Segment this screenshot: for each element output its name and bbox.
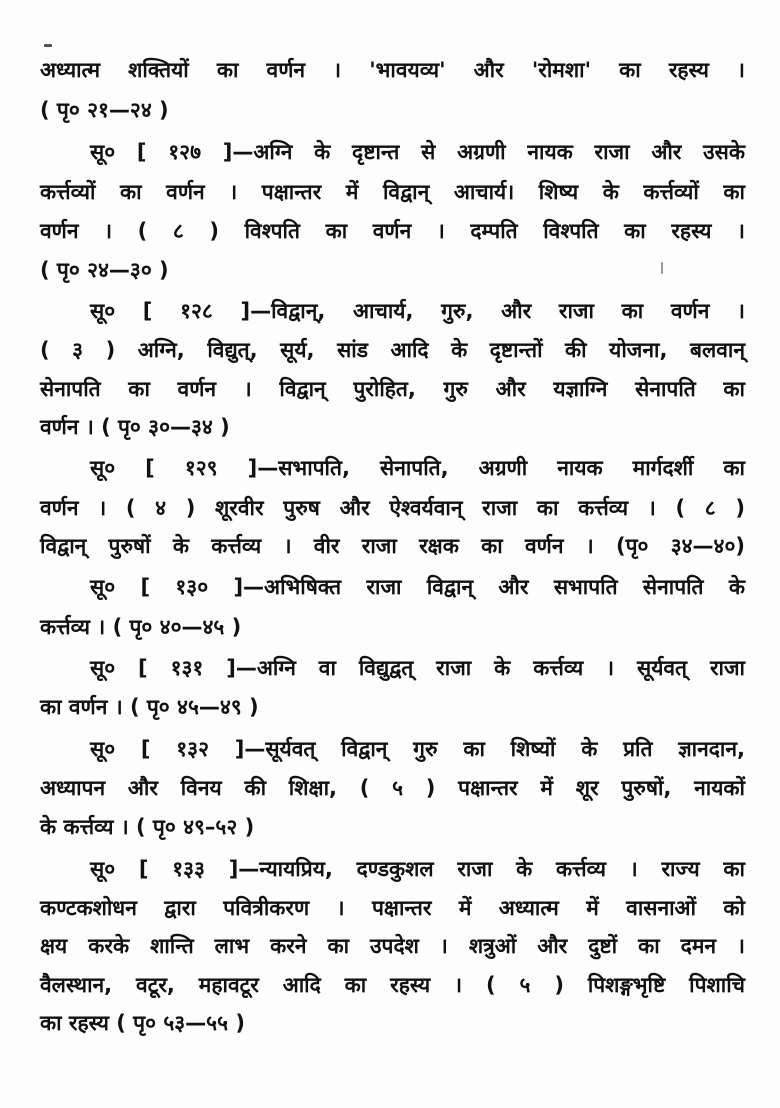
sukta-130-heading-line: सू० [ १३० ]—अभिषिक्त राजा विद्वान् और सभापति सेनापति के: [90, 575, 745, 599]
text-line: ( ३ ) अग्नि, विद्युत्, सूर्य, सांड आदि के दृष्टान्तों की योजना, बलवान्: [40, 338, 745, 362]
text-line: वर्णन । ( ८ ) विश्पति का वर्णन । दम्पति विश्पति का रहस्य ।: [40, 219, 745, 243]
scan-speck: [661, 262, 663, 274]
text-line: क्षय करके शान्ति लाभ करने का उपदेश । शत्रुओं और दुष्टों का दमन ।: [40, 934, 745, 958]
text-line: सेनापति का वर्णन । विद्वान् पुरोहित, गुरु और यज्ञाग्नि सेनापति का: [40, 377, 745, 401]
sukta-129-heading-line: सू० [ १२९ ]—सभापति, सेनापति, अग्रणी नायक मार्गदर्शी का: [90, 456, 745, 480]
sukta-131-heading-line: सू० [ १३१ ]—अग्नि वा विद्युद्वत् राजा के कर्त्तव्य । सूर्यवत् राजा: [90, 656, 745, 680]
page-reference: ( पृ० २४—३० ): [40, 258, 169, 282]
text-line: वर्णन । ( ४ ) शूरवीर पुरुष और ऐश्वर्यवान् राजा का कर्त्तव्य । ( ८ ): [40, 496, 745, 520]
text-line: विद्वान् पुरुषों के कर्त्तव्य । वीर राजा रक्षक का वर्णन । (पृ० ३४—४०): [40, 534, 745, 558]
text-line: अध्यापन और विनय की शिक्षा, ( ५ ) पक्षान्तर में शूर पुरुषों, नायकों: [40, 776, 745, 800]
text-line: कर्त्तव्यों का वर्णन । पक्षान्तर में विद्वान् आचार्य। शिष्य के कर्त्तव्यों का: [40, 180, 745, 204]
sukta-127-heading-line: सू० [ १२७ ]—अग्नि के दृष्टान्त से अग्रणी नायक राजा और उसके: [90, 140, 745, 164]
text-line: कर्त्तव्य । ( पृ० ४०—४५ ): [40, 615, 242, 639]
scan-speck: [44, 44, 52, 47]
text-line: का वर्णन । ( पृ० ४५—४९ ): [40, 695, 259, 719]
sukta-132-heading-line: सू० [ १३२ ]—सूर्यवत् विद्वान् गुरु का शिष्यों के प्रति ज्ञानदान,: [90, 737, 745, 761]
text-line: वैलस्थान, वटूर, महावटूर आदि का रहस्य । ( ५ ) पिशङ्गभृष्टि पिशाचि: [40, 973, 745, 997]
sukta-128-heading-line: सू० [ १२८ ]—विद्वान्, आचार्य, गुरु, और राजा का वर्णन ।: [90, 299, 745, 323]
sukta-133-heading-line: सू० [ १३३ ]—न्यायप्रिय, दण्डकुशल राजा के कर्त्तव्य । राज्य का: [90, 857, 745, 881]
page-reference: ( पृ० २१—२४ ): [40, 98, 169, 122]
text-line: कण्टकशोधन द्वारा पवित्रीकरण । पक्षान्तर में अध्यात्म में वासनाओं को: [40, 896, 745, 920]
text-line: के कर्त्तव्य । ( पृ० ४९–५२ ): [40, 815, 255, 839]
text-line: वर्णन । ( पृ० ३०—३४ ): [40, 415, 230, 439]
text-line: का रहस्य ( पृ० ५३—५५ ): [40, 1011, 245, 1035]
text-line: अध्यात्म शक्तियों का वर्णन । 'भावयव्य' और 'रोमशा' का रहस्य ।: [40, 58, 745, 82]
